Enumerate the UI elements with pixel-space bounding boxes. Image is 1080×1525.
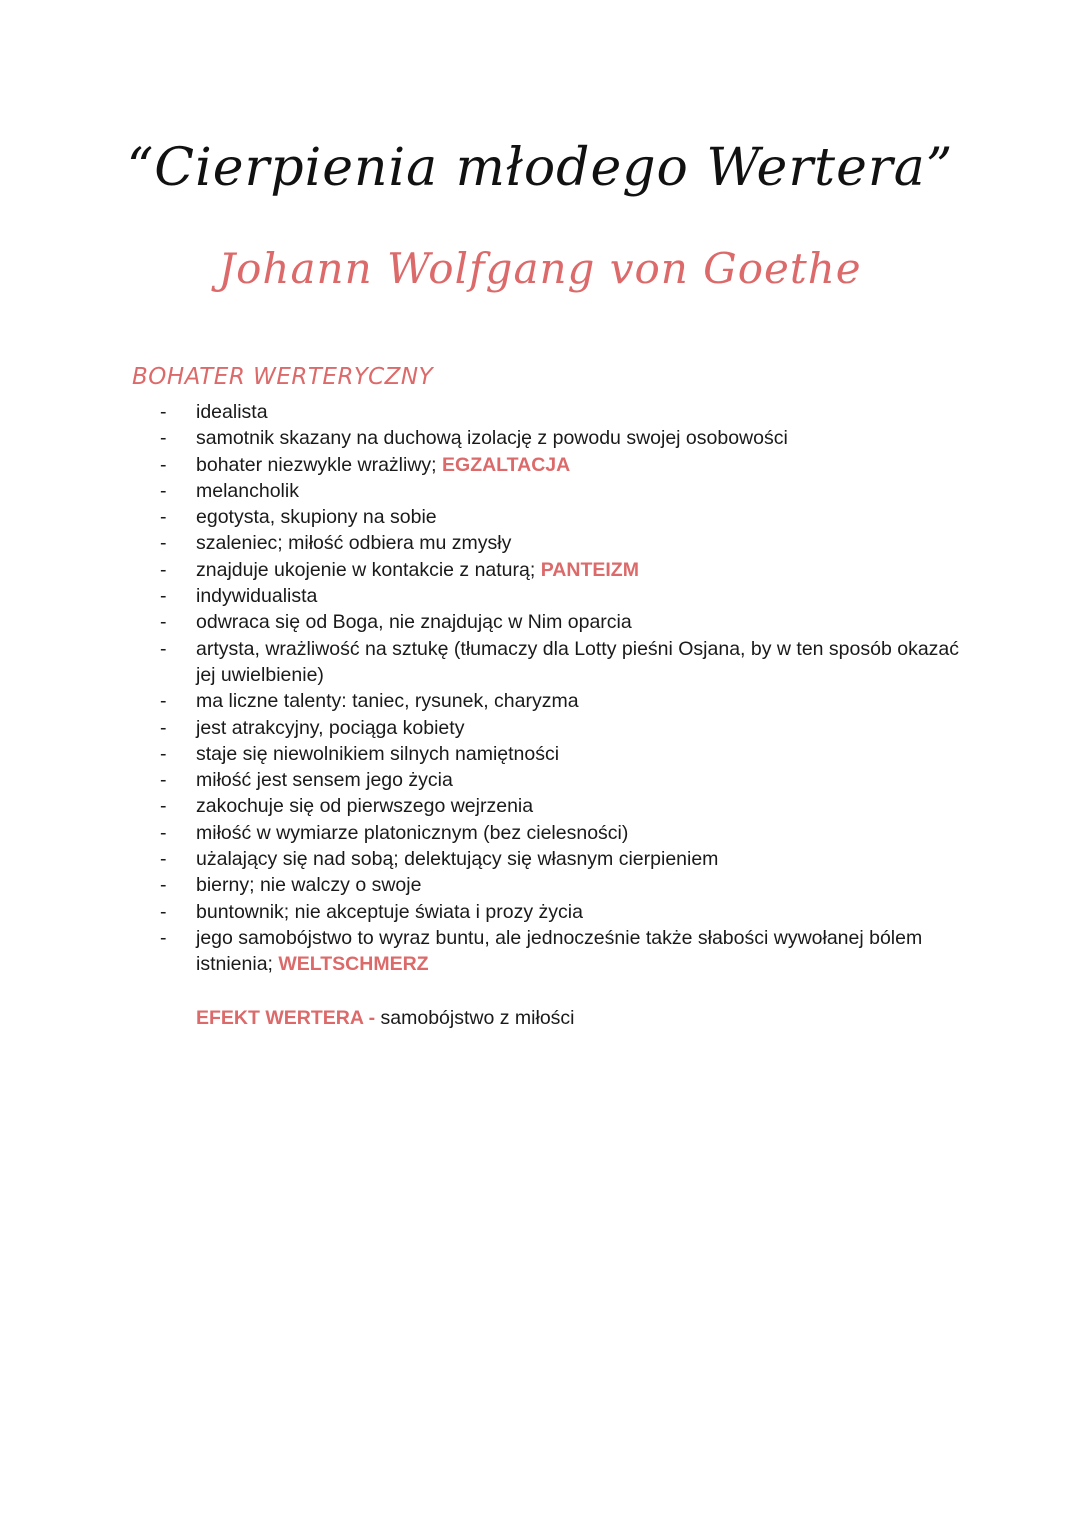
list-item-text: użalający się nad sobą; delektujący się własnym cierpieniem	[196, 848, 719, 871]
list-item	[160, 925, 980, 978]
list-item-text: buntownik; nie akceptuje świata i prozy życia	[196, 900, 583, 923]
list-item-text: odwraca się od Boga, nie znajdując w Nim oparcia	[196, 611, 632, 634]
list-item	[160, 530, 980, 556]
list-item-keyword: PANTEIZM	[540, 558, 639, 581]
bullet-dash: -	[160, 453, 167, 476]
list-item	[160, 478, 980, 504]
bullet-dash: -	[160, 926, 167, 949]
list-item	[160, 767, 980, 793]
list-item-text: staje się niewolnikiem silnych namiętności	[196, 742, 560, 765]
bullet-dash: -	[160, 874, 167, 897]
bullet-dash: -	[160, 558, 167, 581]
list-item-text: szaleniec; miłość odbiera mu zmysły	[196, 532, 512, 555]
effect-definition-text: samobójstwo z miłości	[380, 1007, 575, 1029]
list-item	[160, 583, 980, 609]
list-item-text: idealista	[196, 401, 268, 423]
list-item-text: artysta, wrażliwość na sztukę (tłumaczy dla Lotty pieśni Osjana, by w ten sposób okazać jej uwielbienie)	[196, 637, 960, 686]
bullet-dash: -	[160, 427, 167, 450]
list-item	[160, 452, 980, 478]
bullet-dash: -	[160, 532, 167, 555]
list-item-text: samotnik skazany na duchową izolację z powodu swojej osobowości	[196, 427, 788, 450]
list-item-text: miłość jest sensem jego życia	[196, 769, 453, 792]
bullet-dash: -	[160, 401, 167, 423]
section-heading: BOHATER WERTERYCZNY	[132, 364, 434, 390]
list-item-text: miłość w wymiarze platonicznym (bez cielesności)	[196, 821, 629, 844]
bullet-dash: -	[160, 848, 167, 871]
list-item	[160, 715, 980, 741]
list-item-text: jego samobójstwo to wyraz buntu, ale jednocześnie także słabości wywołanej bólem istnienia;	[196, 926, 923, 976]
list-item	[160, 872, 980, 898]
page-title: “Cierpienia młodego Wertera”	[126, 138, 954, 198]
author-name: Johann Wolfgang von Goethe	[218, 244, 862, 293]
list-item-text: indywidualista	[196, 585, 318, 608]
list-item	[160, 636, 980, 689]
bullet-dash: -	[160, 821, 167, 844]
effect-definition	[196, 1005, 575, 1031]
bullet-dash: -	[160, 795, 167, 818]
list-item-text: egotysta, skupiony na sobie	[196, 506, 437, 529]
bullet-dash: -	[160, 479, 167, 502]
list-item-keyword: EGZALTACJA	[442, 453, 571, 476]
bullet-dash: -	[160, 742, 167, 765]
list-item	[160, 399, 980, 425]
bullet-dash: -	[160, 637, 167, 660]
list-item-text: znajduje ukojenie w kontakcie z naturą;	[196, 558, 541, 581]
list-item	[160, 609, 980, 635]
list-item-text: bierny; nie walczy o swoje	[196, 874, 422, 897]
list-item-text: zakochuje się od pierwszego wejrzenia	[196, 795, 534, 818]
list-item-keyword: WELTSCHMERZ	[278, 953, 429, 976]
trait-list	[160, 399, 980, 978]
bullet-dash: -	[160, 585, 167, 608]
list-item	[160, 425, 980, 451]
bullet-dash: -	[160, 716, 167, 739]
list-item-text: ma liczne talenty: taniec, rysunek, charyzma	[196, 690, 579, 713]
list-item	[160, 741, 980, 767]
bullet-dash: -	[160, 611, 167, 634]
list-item-text: jest atrakcyjny, pociąga kobiety	[196, 716, 465, 739]
bullet-dash: -	[160, 769, 167, 792]
effect-term: EFEKT WERTERA -	[196, 1007, 381, 1029]
list-item	[160, 688, 980, 714]
list-item	[160, 899, 980, 925]
list-item-text: bohater niezwykle wrażliwy;	[196, 453, 443, 476]
list-item	[160, 820, 980, 846]
list-item	[160, 793, 980, 819]
bullet-dash: -	[160, 506, 167, 529]
bullet-dash: -	[160, 690, 167, 713]
list-item	[160, 846, 980, 872]
list-item	[160, 504, 980, 530]
bullet-dash: -	[160, 900, 167, 923]
list-item	[160, 557, 980, 583]
list-item-text: melancholik	[196, 479, 299, 502]
